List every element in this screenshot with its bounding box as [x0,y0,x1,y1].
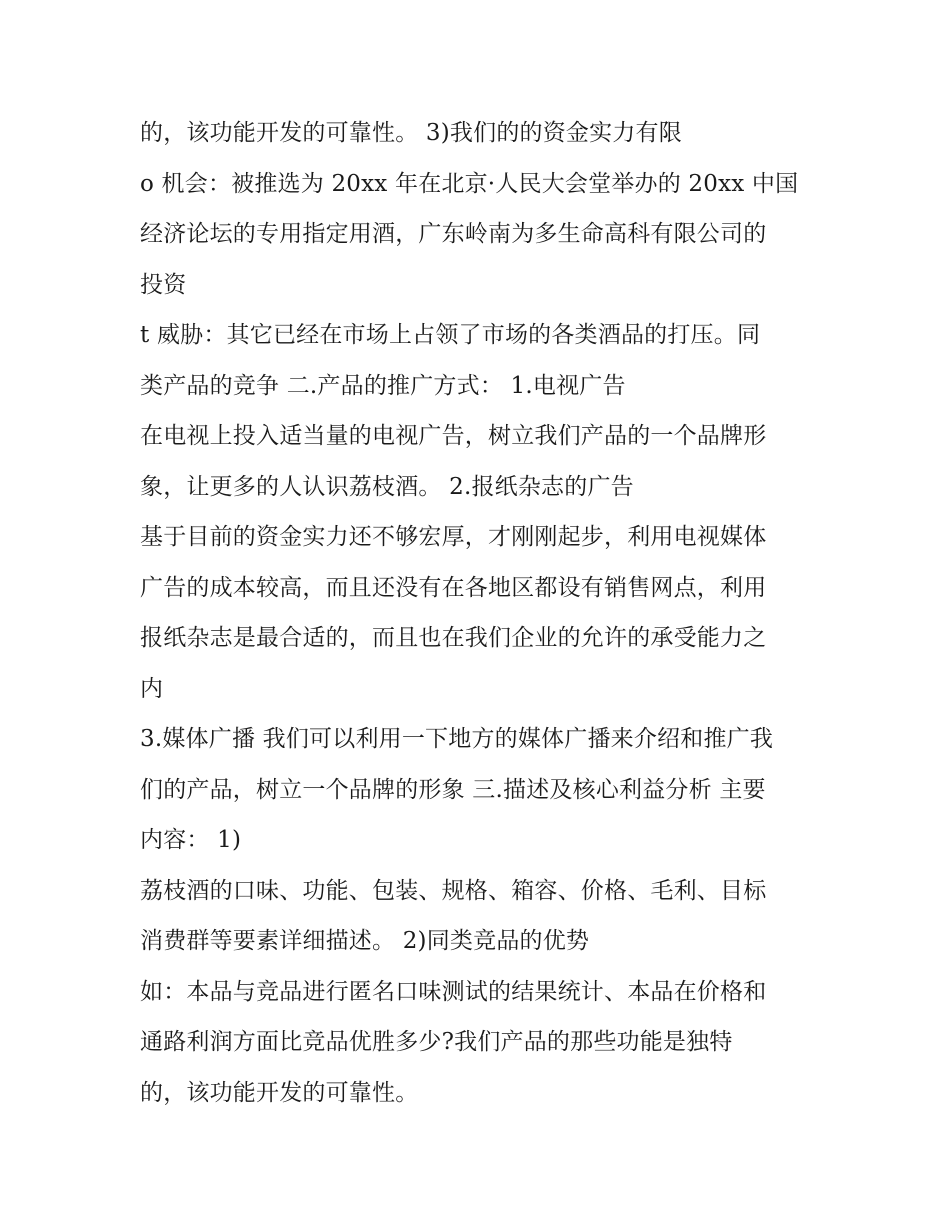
text-line: 内 [140,675,164,702]
text-line: o 机会：被推选为 20xx 年在北京·人民大会堂举办的 20xx 中国 [140,170,799,197]
text-line: 3.媒体广播 我们可以利用一下地方的媒体广播来介绍和推广我 [140,726,774,752]
text-line: 荔枝酒的口味、功能、包装、规格、箱容、价格、毛利、目标 [140,877,767,904]
text-line: 投资 [140,271,187,298]
text-line: 基于目前的资金实力还不够宏厚，才刚刚起步，利用电视媒体 [140,524,767,550]
text-line: 们的产品，树立一个品牌的形象 三.描述及核心利益分析 主要 [140,776,766,803]
text-line: 消费群等要素详细描述。 2)同类竞品的优势 [140,928,590,954]
text-line: 类产品的竞争 二.产品的推广方式： 1.电视广告 [140,372,626,399]
body-text [140,108,830,1118]
text-line: 通路利润方面比竞品优胜多少?我们产品的那些功能是独特 [140,1029,733,1055]
text-line: 象，让更多的人认识荔枝酒。 2.报纸杂志的广告 [140,473,634,500]
text-line: 的，该功能开发的可靠性。 [140,1079,419,1106]
text-line: 广告的成本较高，而且还没有在各地区都设有销售网点，利用 [140,574,767,601]
text-line: 报纸杂志是最合适的，而且也在我们企业的允许的承受能力之 [140,625,767,651]
text-line: 内容： 1) [140,827,242,853]
text-line: 在电视上投入适当量的电视广告，树立我们产品的一个品牌形 [140,423,767,449]
text-line: 的，该功能开发的可靠性。 3)我们的的资金实力有限 [140,120,682,146]
text-line: t 威胁：其它已经在市场上占领了市场的各类酒品的打压。同 [140,322,761,348]
text-line: 如：本品与竞品进行匿名口味测试的结果统计、本品在价格和 [140,978,767,1005]
text-line: 经济论坛的专用指定用酒，广东岭南为多生命高科有限公司的 [140,221,767,247]
